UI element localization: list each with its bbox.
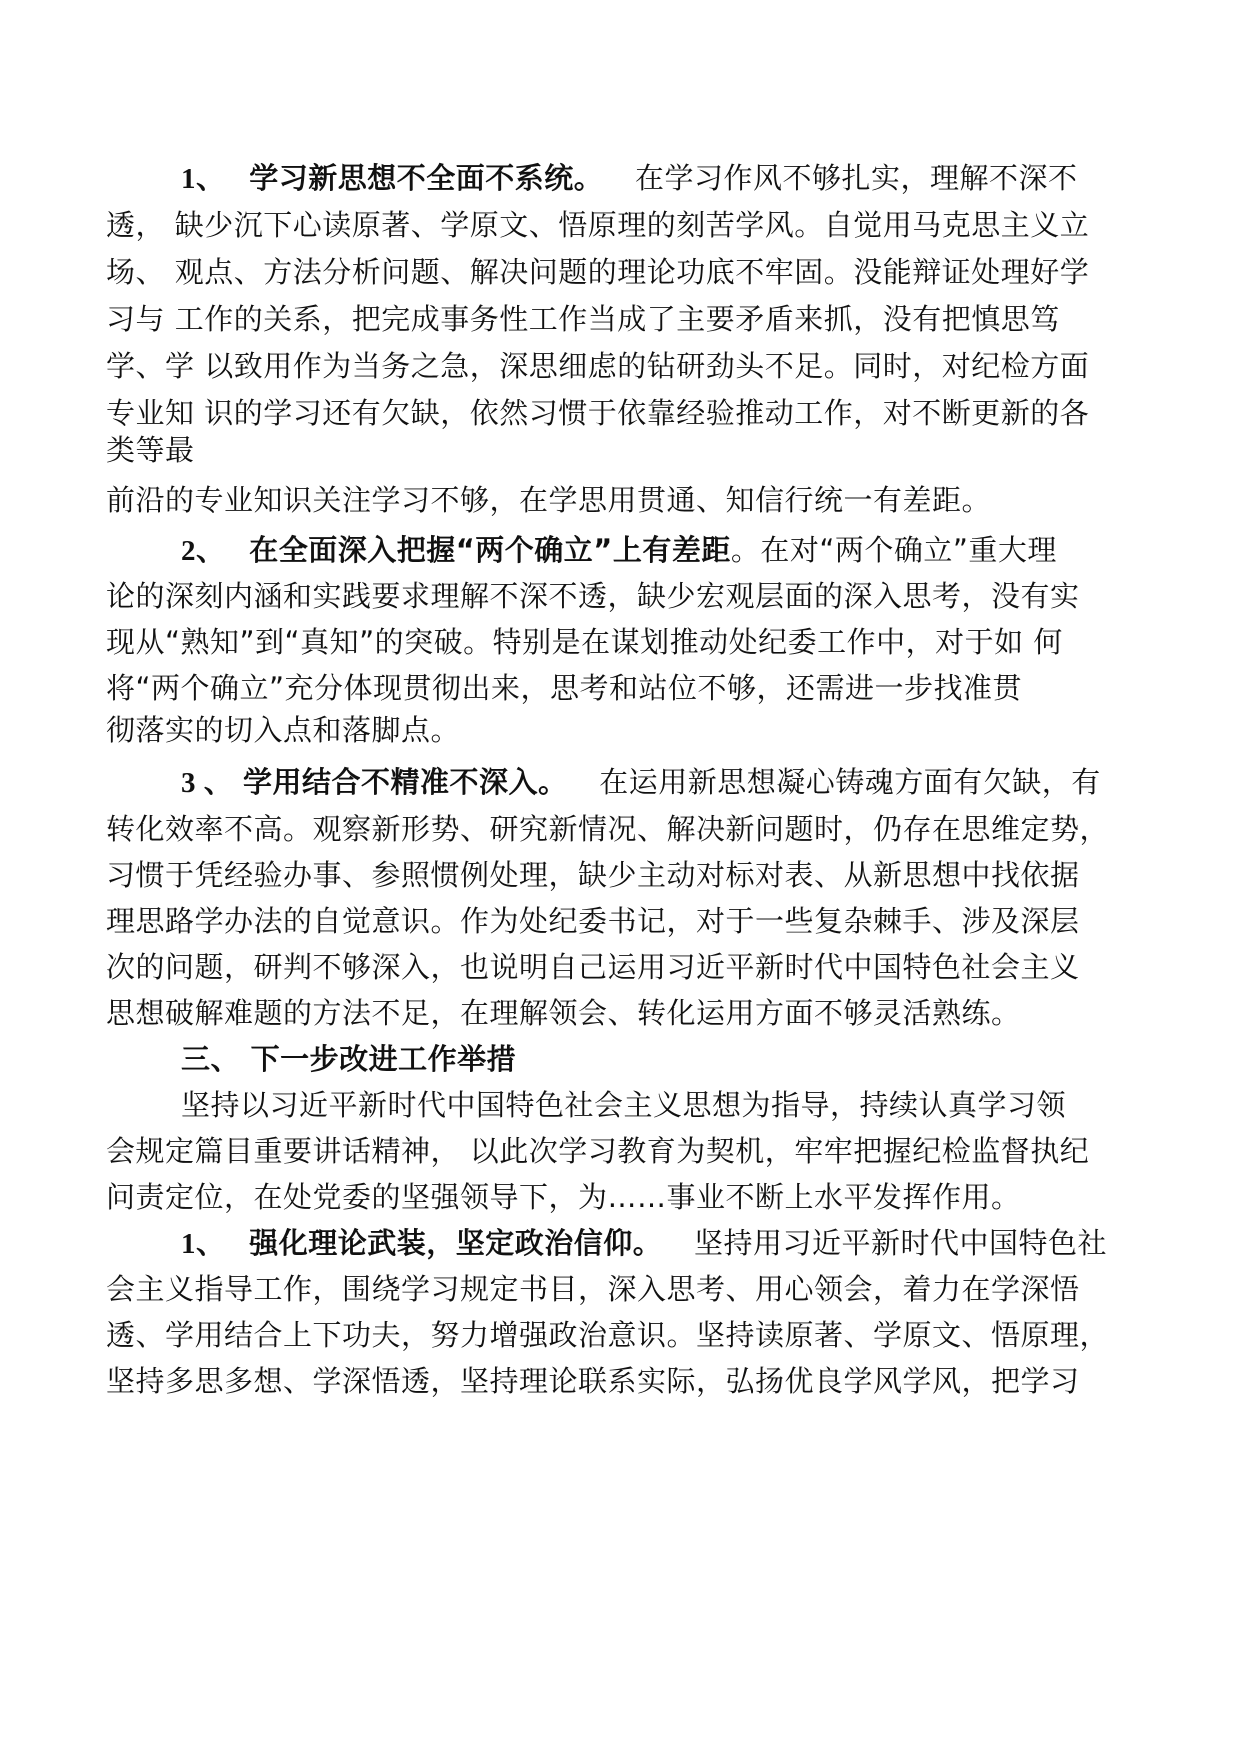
p1-title: 学习新思想不全面不系统。 — [249, 161, 604, 195]
p1-line-4: 习与 工作的关系，把完成事务性工作当成了主要矛盾来抓，没有把慎思笃 — [106, 302, 1060, 336]
p3-line-6: 思想破解难题的方法不足，在理解领会、转化运用方面不够灵活熟练。 — [106, 996, 1021, 1030]
p5-text: 坚持用习近平新时代中国特色社 — [693, 1226, 1107, 1260]
p2-text: 。在对“两个确立”重大理 — [730, 533, 1057, 567]
p2-line-4: 将“两个确立”充分体现贯彻出来，思考和站位不够，还需进一步找准贯 — [106, 671, 1023, 705]
p2-line-5: 彻落实的切入点和落脚点。 — [106, 713, 461, 747]
p2-line-1 — [181, 530, 1057, 571]
p3-number: 3 、 — [181, 767, 234, 799]
p5-line-3: 透、学用结合上下功夫，努力增强政治意识。坚持读原著、学原文、悟原理， — [106, 1318, 1110, 1352]
p4-line-2: 会规定篇目重要讲话精神， 以此次学习教育为契机，牢牢把握纪检监督执纪 — [106, 1134, 1090, 1168]
p1-line-8: 前沿的专业知识关注学习不够，在学思用贯通、知信行统一有差距。 — [106, 483, 992, 517]
p4-line-3: 问责定位，在处党委的坚强领导下，为……事业不断上水平发挥作用。 — [106, 1180, 1021, 1214]
p3-line-4: 理思路学办法的自觉意识。作为处纪委书记，对于一些复杂棘手、涉及深层 — [106, 904, 1080, 938]
p1-line-6: 专业知 识的学习还有欠缺，依然习惯于依靠经验推动工作，对不断更新的各 — [106, 396, 1090, 430]
p1-line-1 — [181, 158, 1077, 199]
p4-line-1: 坚持以习近平新时代中国特色社会主义思想为指导，持续认真学习领 — [181, 1088, 1067, 1122]
p1-number: 1、 — [181, 163, 226, 195]
p3-line-1 — [181, 762, 1101, 803]
p3-title: 学用结合不精准不深入。 — [242, 765, 568, 799]
p5-line-2: 会主义指导工作，围绕学习规定书目，深入思考、用心领会，着力在学深悟 — [106, 1272, 1080, 1306]
p2-number: 2、 — [181, 535, 226, 567]
p3-text: 在运用新思想凝心铸魂方面有欠缺，有 — [599, 765, 1101, 799]
p1-line-2: 透， 缺少沉下心读原著、学原文、悟原理的刻苦学风。自觉用马克思主义立 — [106, 208, 1090, 242]
p5-line-1 — [181, 1223, 1107, 1264]
p2-line-3: 现从“熟知”到“真知”的突破。特别是在谋划推动处纪委工作中，对于如 何 — [106, 625, 1063, 659]
section-heading: 三、 下一步改进工作举措 — [181, 1042, 517, 1076]
p3-line-2: 转化效率不高。观察新形势、研究新情况、解决新问题时，仍存在思维定势， — [106, 812, 1110, 846]
p5-line-4: 坚持多思多想、学深悟透，坚持理论联系实际，弘扬优良学风学风，把学习 — [106, 1364, 1080, 1398]
p2-line-2: 论的深刻内涵和实践要求理解不深不透，缺少宏观层面的深入思考，没有实 — [106, 579, 1080, 613]
p5-number: 1、 — [181, 1228, 226, 1260]
p3-line-5: 次的问题，研判不够深入，也说明自己运用习近平新时代中国特色社会主义 — [106, 950, 1080, 984]
p1-text: 在学习作风不够扎实，理解不深不 — [634, 161, 1078, 195]
p1-line-5: 学、学 以致用作为当务之急，深思细虑的钻研劲头不足。同时，对纪检方面 — [106, 349, 1090, 383]
p5-title: 强化理论武装，坚定政治信仰。 — [249, 1226, 663, 1260]
p2-title: 在全面深入把握“两个确立”上有差距 — [249, 533, 731, 567]
p3-line-3: 习惯于凭经验办事、参照惯例处理，缺少主动对标对表、从新思想中找依据 — [106, 858, 1080, 892]
p1-line-3: 场、 观点、方法分析问题、解决问题的理论功底不牢固。没能辩证处理好学 — [106, 255, 1090, 289]
p1-line-7: 类等最 — [106, 433, 195, 467]
